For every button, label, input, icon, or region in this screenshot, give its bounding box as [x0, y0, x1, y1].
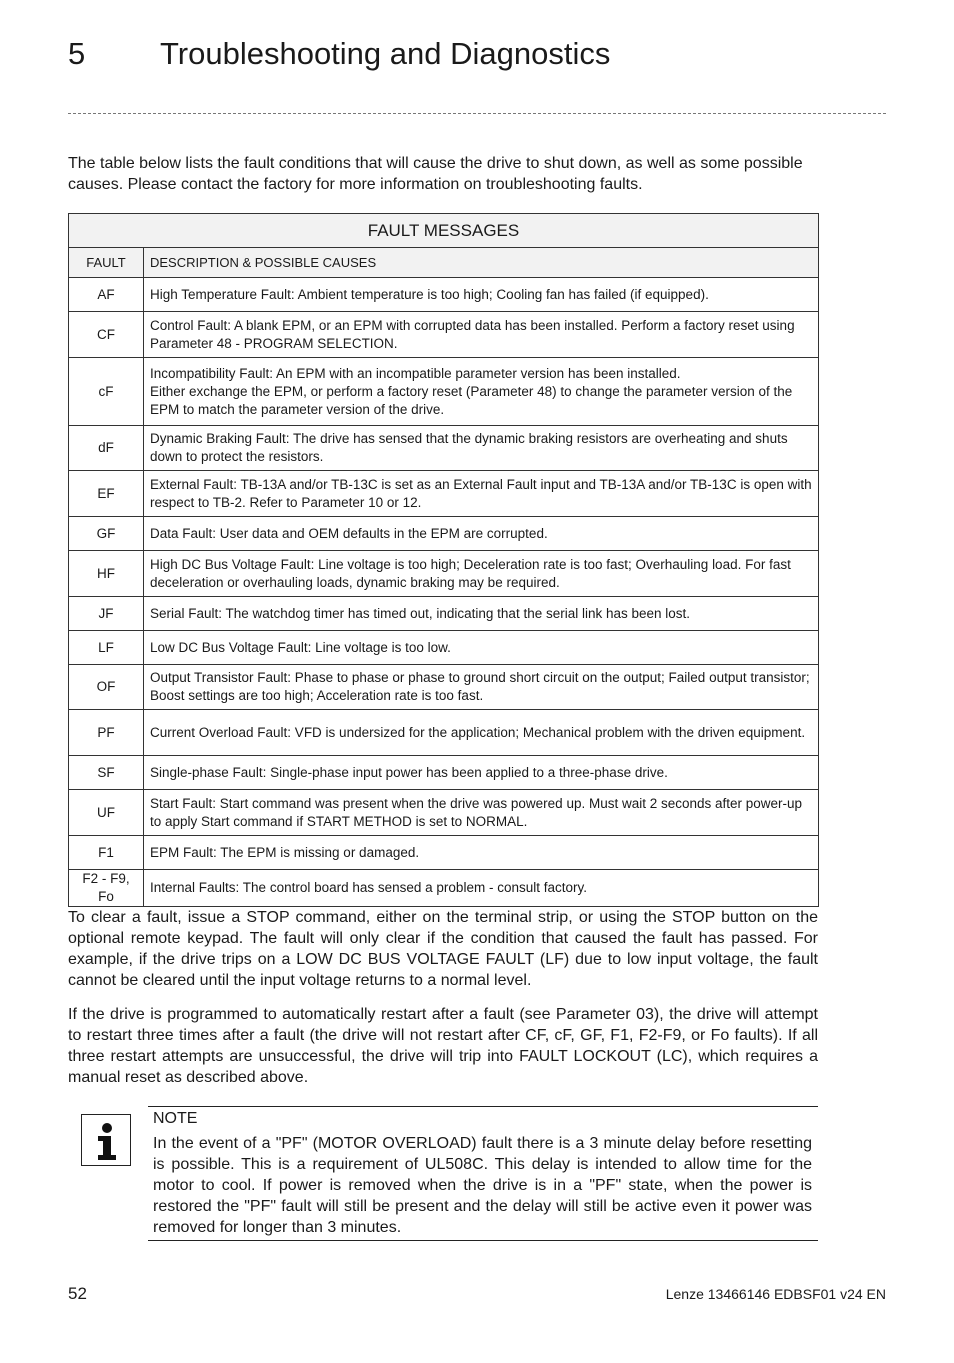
fault-code: GF — [69, 517, 144, 551]
column-header-fault: FAULT — [69, 248, 144, 278]
table-row — [69, 358, 819, 426]
fault-description: High Temperature Fault: Ambient temperature is too high; Cooling fan has failed (if equipped). — [144, 278, 819, 312]
fault-code: JF — [69, 597, 144, 631]
fault-code: UF — [69, 790, 144, 836]
fault-description: Low DC Bus Voltage Fault: Line voltage is too low. — [144, 631, 819, 665]
fault-code: cF — [69, 358, 144, 426]
fault-description: Current Overload Fault: VFD is undersized for the application; Mechanical problem with the driven equipment. — [144, 710, 819, 756]
table-row — [69, 836, 819, 870]
fault-description: High DC Bus Voltage Fault: Line voltage is too high; Deceleration rate is too fast; Overhauling load. For fast deceleration or overhauling loads, dynamic braking may be required. — [144, 551, 819, 597]
fault-code: CF — [69, 312, 144, 358]
header-divider — [68, 113, 886, 114]
table-row — [69, 426, 819, 471]
fault-code: HF — [69, 551, 144, 597]
table-row — [69, 790, 819, 836]
table-row — [69, 597, 819, 631]
fault-code: OF — [69, 665, 144, 710]
table-row — [69, 471, 819, 517]
table-row — [69, 312, 819, 358]
fault-description: Incompatibility Fault: An EPM with an incompatible parameter version has been installed. Either exchange the EPM, or perform a factory reset (Parameter 48) to change the parameter version of the EPM to match the parameter version of the drive. — [144, 358, 819, 426]
info-icon — [81, 1114, 131, 1166]
table-row — [69, 756, 819, 790]
fault-description: External Fault: TB-13A and/or TB-13C is set as an External Fault input and TB-13A and/or TB-13C is open with respect to TB-2. Refer to Parameter 10 or 12. — [144, 471, 819, 517]
chapter-number: 5 — [68, 36, 86, 71]
fault-description: Data Fault: User data and OEM defaults in the EPM are corrupted. — [144, 517, 819, 551]
page-number: 52 — [68, 1284, 87, 1303]
fault-code: EF — [69, 471, 144, 517]
table-row — [69, 631, 819, 665]
table-row — [69, 517, 819, 551]
chapter-title: Troubleshooting and Diagnostics — [160, 36, 611, 71]
fault-description: Internal Faults: The control board has sensed a problem - consult factory. — [144, 870, 819, 907]
fault-description: Start Fault: Start command was present when the drive was powered up. Must wait 2 seconds after power-up to apply Start command if START METHOD is set to NORMAL. — [144, 790, 819, 836]
fault-code: LF — [69, 631, 144, 665]
fault-code: PF — [69, 710, 144, 756]
fault-messages-table — [68, 213, 819, 907]
auto-restart-paragraph: If the drive is programmed to automatically restart after a fault (see Parameter 03), the drive will attempt to restart three times after a fault (the drive will not restart after CF, cF, GF, F1, F2-F9, or Fo faults). If all three restart attempts are unsuccessful, the drive will trip into FAULT LOCKOUT (LC), which requires a manual reset as described above. — [68, 1006, 818, 1086]
fault-code: F2 - F9, Fo — [69, 870, 144, 907]
table-row — [69, 551, 819, 597]
note-top-rule — [148, 1106, 818, 1107]
table-header-row — [69, 248, 819, 278]
column-header-description: DESCRIPTION & POSSIBLE CAUSES — [144, 248, 819, 278]
intro-paragraph: The table below lists the fault conditions that will cause the drive to shut down, as well as some possible causes. Please contact the factory for more information on troubleshooting faults. — [68, 155, 803, 193]
note-body: In the event of a "PF" (MOTOR OVERLOAD) fault there is a 3 minute delay before resetting is possible. This is a requirement of UL508C. This delay is intended to allow time for the motor to cool. If power is removed when the drive is in a "PF" state, when the power is restored the "PF" fault will still be present and the delay will still be active even it power was removed for longer than 3 minutes. — [153, 1135, 812, 1236]
fault-description: Output Transistor Fault: Phase to phase or phase to ground short circuit on the output; Failed output transistor; Boost settings are too high; Acceleration rate is too fast. — [144, 665, 819, 710]
fault-code: SF — [69, 756, 144, 790]
note-bottom-rule — [148, 1240, 818, 1241]
fault-description: Single-phase Fault: Single-phase input power has been applied to a three-phase drive. — [144, 756, 819, 790]
table-row — [69, 870, 819, 907]
fault-code: AF — [69, 278, 144, 312]
fault-code: dF — [69, 426, 144, 471]
table-row — [69, 710, 819, 756]
table-row — [69, 278, 819, 312]
fault-description: Control Fault: A blank EPM, or an EPM with corrupted data has been installed. Perform a factory reset using Parameter 48 - PROGRAM SELECTION. — [144, 312, 819, 358]
fault-description: Serial Fault: The watchdog timer has timed out, indicating that the serial link has been lost. — [144, 597, 819, 631]
clear-fault-paragraph: To clear a fault, issue a STOP command, either on the terminal strip, or using the STOP button on the optional remote keypad. The fault will only clear if the condition that caused the fault has passed. For example, if the drive trips on a LOW DC BUS VOLTAGE FAULT (LF) due to low input voltage, the fault cannot be cleared until the input voltage returns to a normal level. — [68, 909, 818, 989]
note-heading: NOTE — [153, 1110, 198, 1127]
table-title: FAULT MESSAGES — [69, 214, 819, 248]
fault-description: EPM Fault: The EPM is missing or damaged. — [144, 836, 819, 870]
fault-code: F1 — [69, 836, 144, 870]
fault-description: Dynamic Braking Fault: The drive has sensed that the dynamic braking resistors are overheating and shuts down to protect the resistors. — [144, 426, 819, 471]
table-row — [69, 665, 819, 710]
document-id: Lenze 13466146 EDBSF01 v24 EN — [665, 1286, 886, 1302]
